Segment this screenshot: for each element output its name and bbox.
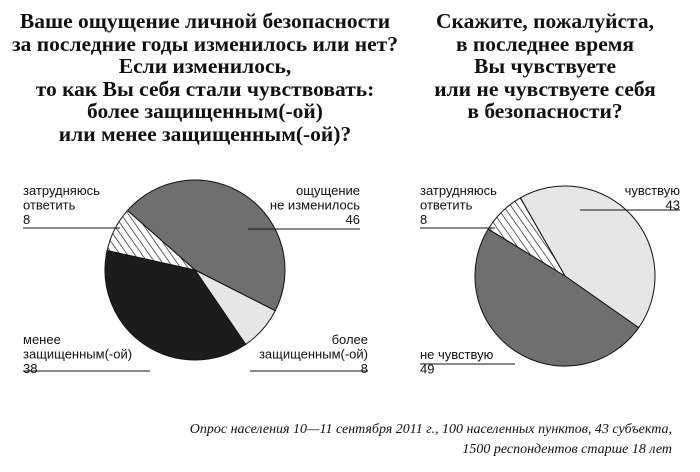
slice-label-2-2: не чувствую 49	[420, 347, 494, 377]
pie-chart-2	[420, 183, 680, 377]
footnote-line-1: Опрос населения 10—11 сентября 2011 г., 100 населенных пунктов, 43 субъекта,	[189, 422, 672, 437]
survey-footnote	[190, 420, 672, 460]
pie-chart-1	[23, 180, 368, 376]
slice-label-1-1: ощущение не изменилось 46	[269, 183, 360, 227]
slice-label-2-3: затрудняюсь ответить 8	[420, 183, 497, 227]
chart-1-title: Ваше ощущение личной безопасности за последние годы изменилось или нет? Если изменилось, то как Вы себя стали чувствовать: более защищенным(-ой) или менее защищенным(-ой)?	[12, 9, 398, 146]
slice-label-2-1: чувствую 43	[624, 183, 680, 213]
chart-2-title: Скажите, пожалуйста, в последнее время Вы чувствуете или не чувствуете себя в безопасности?	[434, 9, 656, 123]
slice-label-1-4: затрудняюсь ответить 8	[23, 183, 100, 227]
slice-label-1-3: менее защищенным(-ой) 38	[23, 332, 133, 376]
footnote-line-2: 1500 респондентов старше 18 лет	[462, 442, 672, 457]
slice-label-1-2: более защищенным(-ой) 8	[258, 332, 368, 376]
